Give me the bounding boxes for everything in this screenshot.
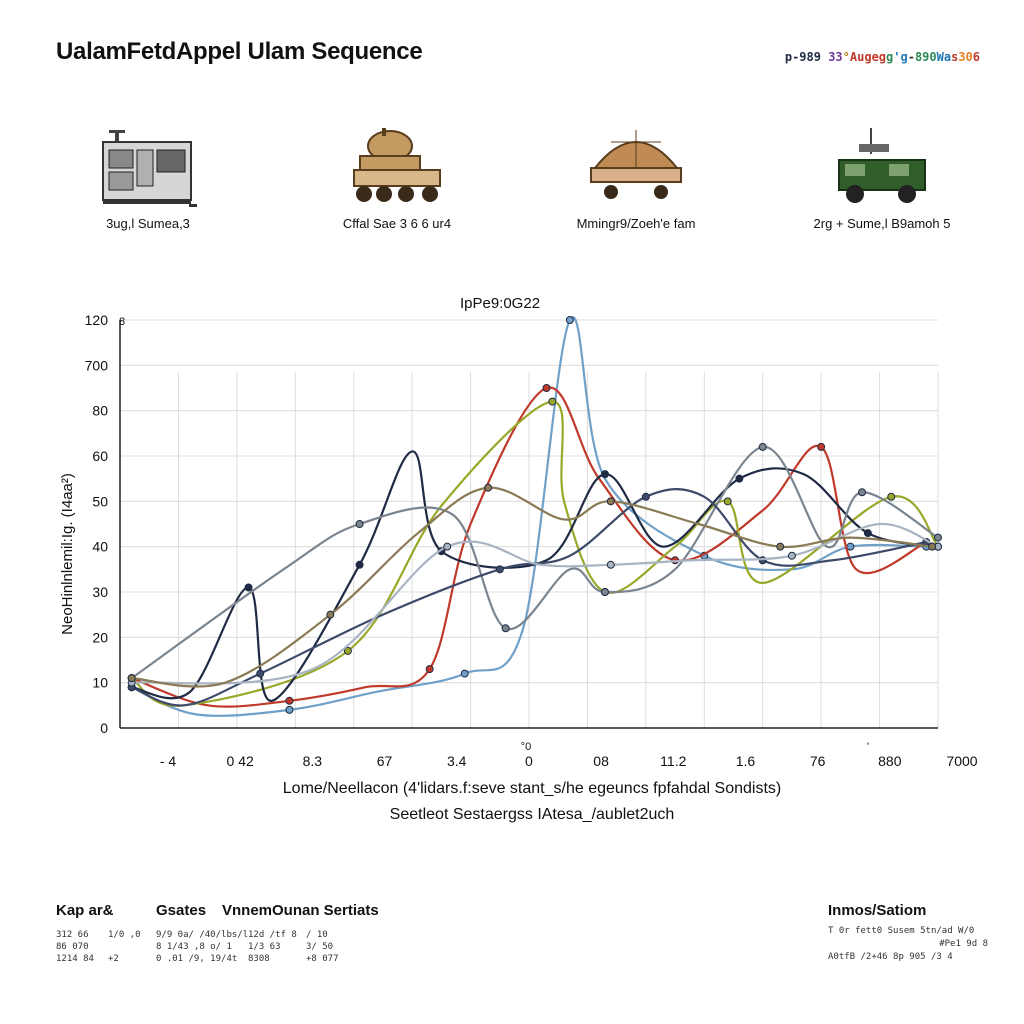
- footer-table-cell: / 10: [306, 930, 328, 940]
- x-tick-label: 0: [525, 753, 533, 769]
- footer-table-row: [56, 930, 476, 942]
- vehicle-card-4: [782, 120, 982, 231]
- footer-info-header: Inmos/Satiom: [828, 902, 927, 919]
- data-point: [128, 675, 135, 682]
- y-tick-label-extra: 8: [119, 316, 126, 328]
- data-point: [888, 493, 895, 500]
- y-tick-label: 50: [92, 493, 108, 510]
- footer-info-line: #Pe1 9d 8: [939, 939, 988, 949]
- vehicle-card-1: [48, 120, 248, 231]
- data-point: [485, 484, 492, 491]
- footer-table-row: [56, 942, 476, 954]
- data-point: [601, 589, 608, 596]
- data-point: [929, 543, 936, 550]
- top-right-segment: -: [907, 50, 915, 64]
- footer-info-line: T 0r fett0 Susem 5tn/ad W/0: [828, 926, 975, 936]
- data-point: [601, 471, 608, 478]
- footer-table-cell: 8308: [248, 954, 270, 964]
- top-right-segment: °: [842, 50, 850, 64]
- x-axis-label: Lome/Neellacon (4'lidars.f:seve stant_s/he egeuncs fpfahdal Sondists): [282, 780, 782, 797]
- data-point: [642, 493, 649, 500]
- top-right-segment: 890: [914, 50, 937, 64]
- x-tick-label: 8.3: [302, 753, 323, 769]
- data-point: [327, 611, 334, 618]
- footer-info-line: A0tfB /2+46 8p 905 /3 4: [828, 952, 953, 962]
- data-point: [788, 552, 795, 559]
- data-point: [426, 666, 433, 673]
- chart-subtitle: Seetleot Sestaergss IAtesa_/aublet2uch: [389, 806, 675, 823]
- vehicle-caption-4: 2rg + Sume,l B9amoh 5: [813, 216, 951, 231]
- data-point: [549, 398, 556, 405]
- y-tick-label: 40: [92, 538, 108, 555]
- series-line: [132, 402, 938, 706]
- x-tick-label: 76: [809, 753, 826, 769]
- footer-table-row: [56, 954, 476, 966]
- data-point: [496, 566, 503, 573]
- x-extra-mark: °0: [520, 741, 532, 753]
- data-point: [859, 489, 866, 496]
- footer-table-cell: 312 66: [56, 930, 89, 940]
- top-right-segment: s: [951, 50, 959, 64]
- footer-table-cell: 9/9 0a/ /40/lbs/l: [156, 930, 249, 940]
- vehicle-caption-3: Mmingr9/Zoeh'e fam: [576, 216, 696, 231]
- top-right-segment: Wa: [936, 50, 952, 64]
- y-tick-label: 60: [92, 448, 108, 464]
- line-chart: [0, 280, 1024, 800]
- data-point: [543, 385, 550, 392]
- y-tick-label: 700: [84, 357, 108, 374]
- footer-table-cell: 8 1/43 ,8 o/ 1: [156, 942, 232, 952]
- data-point: [356, 561, 363, 568]
- data-point: [286, 706, 293, 713]
- x-tick-label: 08: [593, 753, 609, 769]
- y-axis-label: NeoHinlnlemil:Ig. (I4aa²): [59, 473, 76, 635]
- footer-table-cell: +2: [108, 954, 119, 964]
- vehicle-caption-1: 3ug,l Sumea,3: [106, 216, 190, 231]
- vehicle-card-2: [297, 120, 497, 231]
- data-point: [461, 670, 468, 677]
- series-4: [128, 451, 941, 700]
- x-tick-label: 11.2: [660, 753, 687, 769]
- y-tick-label: 0: [100, 720, 108, 736]
- top-right-segment: p-989: [784, 50, 829, 64]
- x-tick-label: 67: [376, 753, 393, 769]
- vehicle-row: [0, 120, 1024, 240]
- top-right-segment: 30: [958, 50, 973, 64]
- y-tick-label: 10: [92, 674, 108, 691]
- data-point: [736, 475, 743, 482]
- data-point: [502, 625, 509, 632]
- data-point: [759, 443, 766, 450]
- data-point: [566, 317, 573, 324]
- data-point: [724, 498, 731, 505]
- tracked-vehicle-icon: [342, 120, 452, 210]
- data-point: [286, 697, 293, 704]
- y-tick-label: 80: [92, 402, 108, 419]
- x-tick-label: - 4: [159, 753, 177, 769]
- top-right-segment: 33: [828, 50, 843, 64]
- data-point: [444, 543, 451, 550]
- data-point: [864, 530, 871, 537]
- x-extra-mark: ': [866, 741, 870, 753]
- data-point: [818, 443, 825, 450]
- top-right-segment: 6: [972, 50, 980, 64]
- military-truck-icon: [827, 120, 937, 210]
- footer-header-3: VnnemOunan Sertiats: [222, 902, 379, 919]
- chart-title: IpPe9:0G22: [459, 295, 541, 312]
- footer-table-cell: 86 070: [56, 942, 89, 952]
- vehicle-caption-2: Cffal Sae 3 6 6 ur4: [342, 216, 452, 231]
- footer-table-cell: 3/ 50: [306, 942, 334, 952]
- data-point: [356, 521, 363, 528]
- footer-header-1: Kap ar&: [56, 902, 114, 919]
- top-right-segment: g: [886, 50, 894, 64]
- grid-lines: [120, 320, 938, 728]
- data-point: [847, 543, 854, 550]
- series-line: [132, 524, 938, 684]
- footer-table-cell: 1214 84: [56, 954, 94, 964]
- data-point: [245, 584, 252, 591]
- footer-table-cell: 1/3 63: [248, 942, 281, 952]
- vehicle-card-3: [536, 120, 736, 231]
- generator-trailer-icon: [93, 120, 203, 210]
- footer-info: [828, 902, 988, 964]
- footer-table-cell: 1/0 ,0: [108, 930, 141, 940]
- y-tick-label: 20: [92, 629, 108, 646]
- series-line: [132, 451, 938, 700]
- x-tick-label: 7000: [946, 753, 978, 769]
- footer-table-rows: [56, 930, 476, 966]
- dome-trailer-icon: [581, 120, 691, 210]
- data-point: [935, 534, 942, 541]
- footer-header-2: Gsates: [156, 902, 207, 919]
- data-point: [777, 543, 784, 550]
- y-tick-label: 30: [92, 584, 108, 600]
- x-tick-label: 1.6: [735, 753, 756, 769]
- footer-table-cell: 0 .01 /9, 19/4t: [156, 954, 238, 964]
- data-point: [257, 670, 264, 677]
- chart-title-main: UalamFetdAppel Ulam Sequence: [56, 38, 423, 65]
- y-tick-label: 120: [84, 312, 108, 328]
- top-right-segment: Augeg: [849, 50, 887, 64]
- data-point: [607, 498, 614, 505]
- x-tick-label: 880: [878, 753, 902, 769]
- data-point: [607, 561, 614, 568]
- x-tick-label: 3.4: [446, 753, 467, 769]
- footer-table-cell: +8 077: [306, 954, 339, 964]
- top-right-code: [785, 50, 980, 64]
- footer-table-cell: 12d /tf 8: [248, 930, 297, 940]
- x-tick-label: 0 42: [226, 753, 254, 769]
- top-right-segment: 'g: [893, 50, 908, 64]
